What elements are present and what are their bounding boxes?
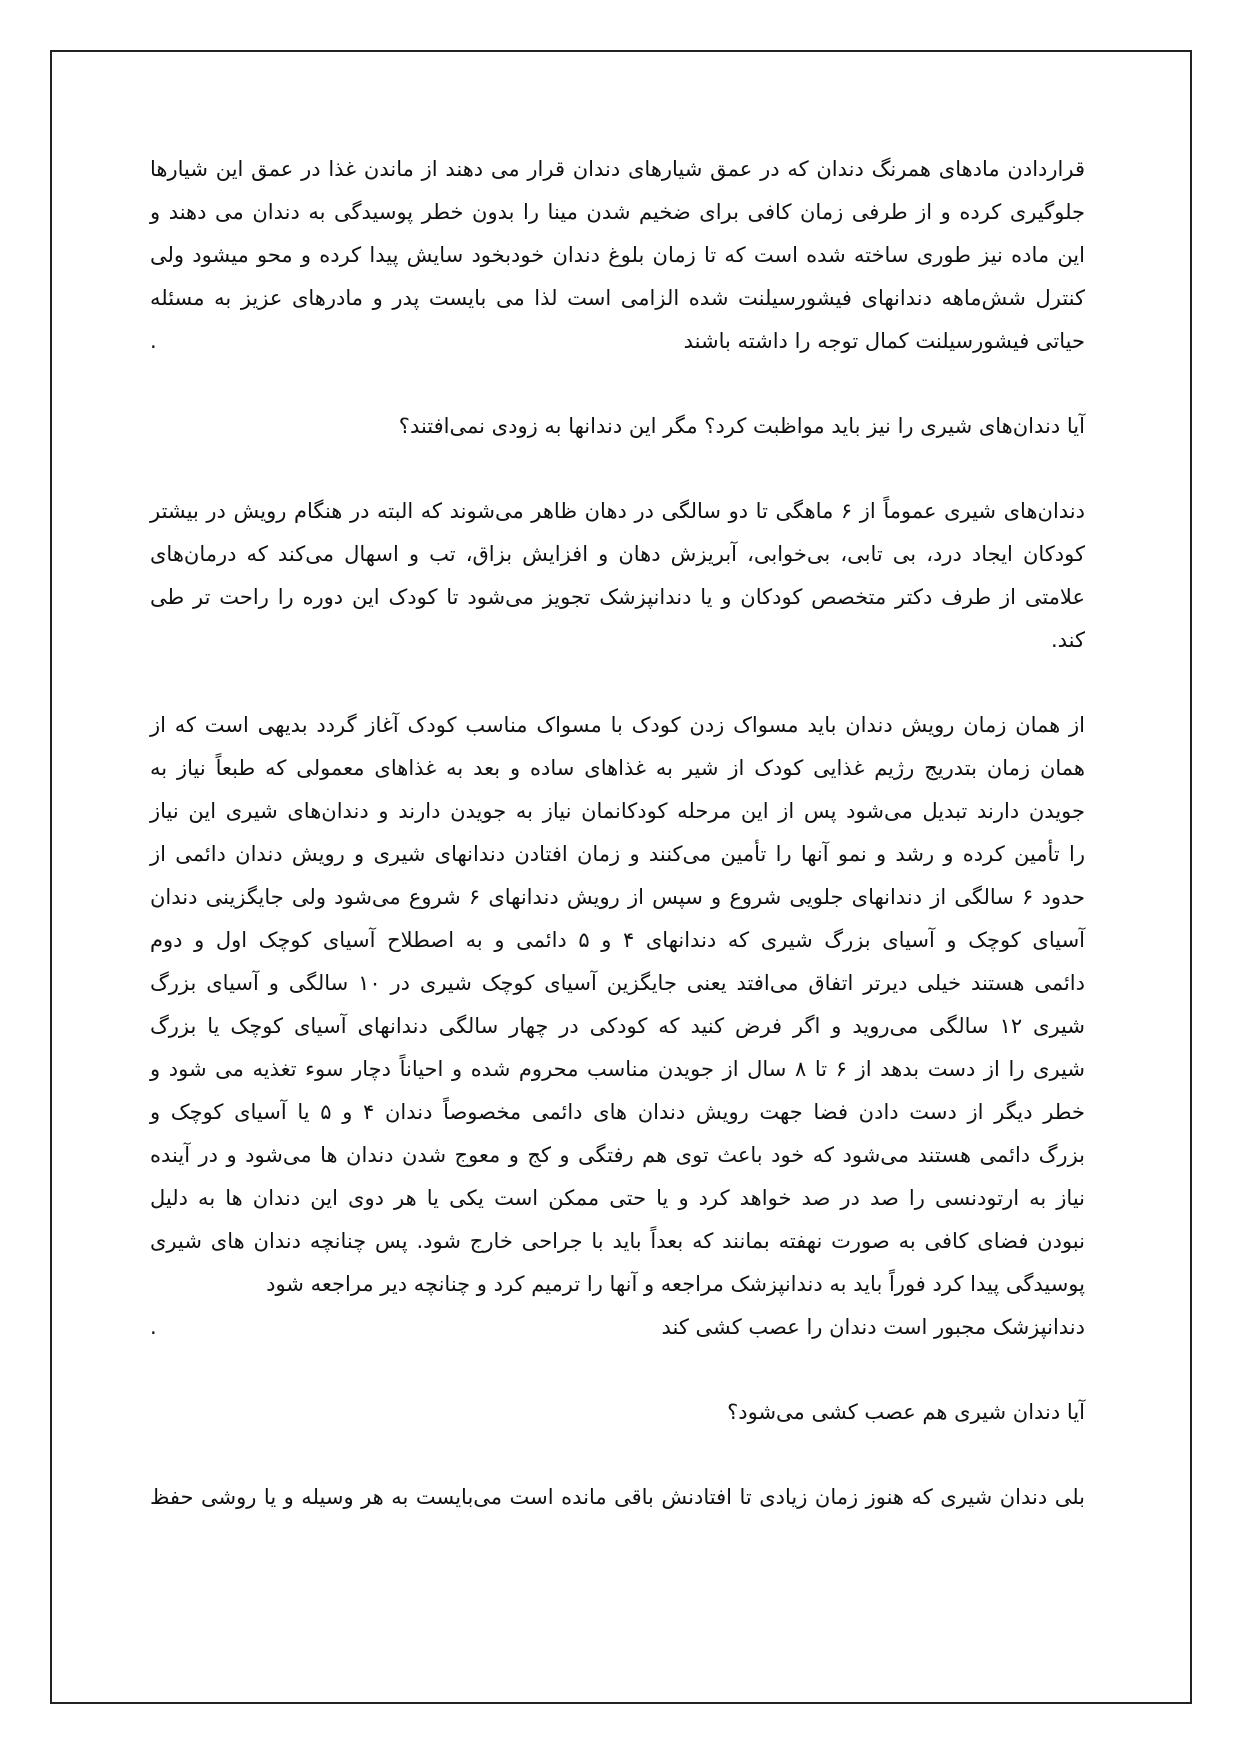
text-line-final — [150, 320, 1085, 363]
paragraph-root-canal-primary — [150, 1476, 1085, 1519]
text-line: قراردادن مادهای همرنگ دندان که در عمق شیارهای دندان قرار می دهند از ماندن غذا در عمق این شیارها — [150, 157, 1085, 181]
text-line: کنترل شش‌ماهه دندانهای فیشورسیلنت شده الزامی است لذا می بایست پدر و مادرهای عزیز به مسئله — [150, 286, 1085, 310]
text-line: نیاز به ارتودنسی را صد در صد خواهد کرد و یا حتی ممکن است یکی یا هر دوی این دندان ها به دلیل — [150, 1186, 1085, 1210]
text-line: از همان زمان رویش دندان باید مسواک زدن کودک با مسواک مناسب کودک آغاز گردد بدیهی است که از — [150, 713, 1085, 737]
text-line: این ماده نیز طوری ساخته شده است که تا زمان بلوغ دندان خودبخود سایش پیدا کرده و محو میشود ولی — [150, 243, 1085, 267]
text-line-content: دندانپزشک مجبور است دندان را عصب کشی کند — [661, 1315, 1085, 1339]
text-line: دندان‌های شیری عموماً از ۶ ماهگی تا دو سالگی در دهان ظاهر می‌شوند که البته در هنگام رویش در بیشتر — [150, 499, 1085, 523]
text-line: دائمی هستند خیلی دیرتر اتفاق می‌افتد یعنی جایگزین آسیای کوچک شیری در ۱۰ سالگی و آسیای بزرگ — [150, 971, 1085, 995]
text-line: جویدن دارند تبدیل می‌شود پس از این مرحله کودکانمان نیاز به جویدن دارند و دندان‌های شیری این نیاز — [150, 799, 1085, 823]
paragraph-brushing-and-replacement — [150, 704, 1085, 1349]
paragraph-primary-teeth-eruption — [150, 490, 1085, 662]
text-line: کودکان ایجاد درد، بی تابی، بی‌خوابی، آبریزش دهان و افزایش بزاق، تب و اسهال می‌کند که درمان‌های — [150, 542, 1085, 566]
spacer — [150, 363, 1085, 405]
end-mark: . — [150, 329, 157, 353]
question-heading-1 — [150, 405, 1085, 448]
text-line: حدود ۶ سالگی از دندانهای جلویی شروع و سپس از رویش دندانهای ۶ شروع می‌شود ولی جایگزینی دندان — [150, 885, 1085, 909]
text-line: بلی دندان شیری که هنوز زمان زیادی تا افتادنش باقی مانده است می‌بایست به هر وسیله و یا روشی حفظ — [150, 1485, 1085, 1509]
paragraph-fissure-sealant — [150, 148, 1085, 363]
question-text: آیا دندان‌های شیری را نیز باید مواظبت کرد؟ مگر این دندانها به زودی نمی‌افتند؟ — [398, 414, 1085, 438]
text-line-content: حیاتی فیشورسیلنت کمال توجه را داشته باشند — [683, 329, 1085, 353]
spacer — [150, 448, 1085, 490]
text-line: خطر دیگر از دست دادن فضا جهت رویش دندان های دائمی مخصوصاً دندان ۴ و ۵ یا آسیای کوچک و — [150, 1100, 1085, 1124]
document-body — [150, 148, 1085, 1519]
end-mark: . — [150, 1315, 157, 1339]
question-text: آیا دندان شیری هم عصب کشی می‌شود؟ — [727, 1400, 1085, 1424]
text-line: جلوگیری کرده و از طرفی زمان کافی برای ضخیم شدن مینا را بدون خطر پوسیدگی به دندان می دهند و — [150, 200, 1085, 224]
spacer — [150, 1349, 1085, 1391]
text-line: همان زمان بتدریج رژیم غذایی کودک از شیر به غذاهای ساده و بعد به غذاهای معمولی که طبعاً نیاز به — [150, 756, 1085, 780]
text-line: شیری را از دست بدهد از ۶ تا ۸ سال از جویدن مناسب محروم شده و احیاناً دچار سوء تغذیه می شود و — [150, 1057, 1086, 1081]
text-line: شیری ۱۲ سالگی می‌روید و اگر فرض کنید که کودکی در چهار سالگی دندانهای آسیای کوچک یا بزرگ — [150, 1014, 1085, 1038]
text-line-final — [150, 1306, 1085, 1349]
text-line: را تأمین کرده و رشد و نمو آنها را تأمین می‌کنند و زمان افتادن دندانهای شیری و رویش دندان دائمی از — [150, 842, 1085, 866]
text-line: علامتی از طرف دکتر متخصص کودکان و یا دندانپزشک تجویز می‌شود تا کودک این دوره را راحت تر طی — [150, 585, 1085, 609]
question-heading-2 — [150, 1391, 1085, 1434]
text-line: بزرگ دائمی هستند می‌شود که خود باعث توی هم رفتگی و کج و معوج شدن دندان ها می‌شود و در آینده — [150, 1143, 1085, 1167]
text-line: پوسیدگی پیدا کرد فوراً باید به دندانپزشک مراجعه و آنها را ترمیم کرد و چنانچه دیر مراجعه شود — [266, 1272, 1085, 1296]
text-line: آسیای کوچک و آسیای بزرگ شیری که دندانهای ۴ و ۵ دائمی و به اصطلاح آسیای کوچک اول و دوم — [150, 928, 1085, 952]
spacer — [150, 662, 1085, 704]
text-line: نبودن فضای کافی به صورت نهفته بمانند که بعداً باید با جراحی خارج شود. پس چنانچه دندان های شیری — [150, 1229, 1085, 1253]
spacer — [150, 1434, 1085, 1476]
text-line: کند. — [1050, 628, 1085, 652]
